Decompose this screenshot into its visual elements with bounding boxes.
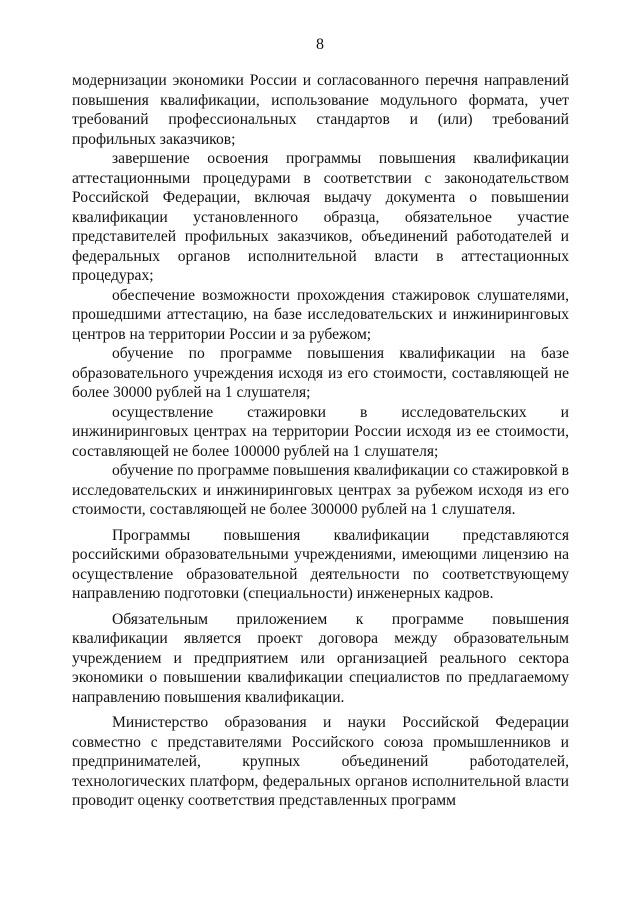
- paragraph-ministry: Министерство образования и науки Российской Федерации совместно с представителями Российского союза промышленников и предпринимателей, крупных объединений работодателей, технологических платформ, федеральных органов исполнительной власти проводит оценку соответствия представленных программ: [72, 714, 569, 809]
- paragraph-programs: Программы повышения квалификации представляются российскими образовательными учреждениями, имеющими лицензию на осуществление образовательной деятельности по соответствующему направлению подготовки (специальности) инженерных кадров.: [72, 526, 569, 602]
- paragraph-contract: Обязательным приложением к программе повышения квалификации является проект договора между образовательным учреждением и предприятием или организацией реального сектора экономики о повышении квалификации специалистов по предлагаемому направлению повышения квалификации.: [72, 610, 569, 706]
- paragraph-internships: обеспечение возможности прохождения стажировок слушателями, прошедшими аттестацию, на базе исследовательских и инжиниринговых центров на территории России и за рубежом;: [72, 286, 569, 343]
- document-body: [72, 71, 569, 811]
- paragraph-continuation: модернизации экономики России и согласованного перечня направлений повышения квалификации, использование модульного формата, учет требований профессиональных стандартов и (или) требований профильных заказчиков;: [72, 72, 569, 148]
- paragraph-cost-internship: осуществление стажировки в исследовательских и инжиниринговых центрах на территории России исходя из ее стоимости, составляющей не более 100000 рублей на 1 слушателя;: [72, 403, 569, 460]
- paragraph-cost-abroad: обучение по программе повышения квалификации со стажировкой в исследовательских и инжиниринговых центрах за рубежом исходя из его стоимости, составляющей не более 300000 рублей на 1 слушателя.: [72, 462, 569, 518]
- paragraph-cost-training: обучение по программе повышения квалификации на базе образовательного учреждения исходя из его стоимости, составляющей не более 30000 рублей на 1 слушателя;: [72, 345, 569, 401]
- paragraph-attestation: завершение освоения программы повышения квалификации аттестационными процедурами в соответствии с законодательством Российской Федерации, включая выдачу документа о повышении квалификации установленного образца, обязательное участие представителей профильных заказчиков, объединений работодателей и федеральных органов исполнительной власти в аттестационных процедурах;: [72, 150, 569, 284]
- page-number: 8: [316, 36, 324, 53]
